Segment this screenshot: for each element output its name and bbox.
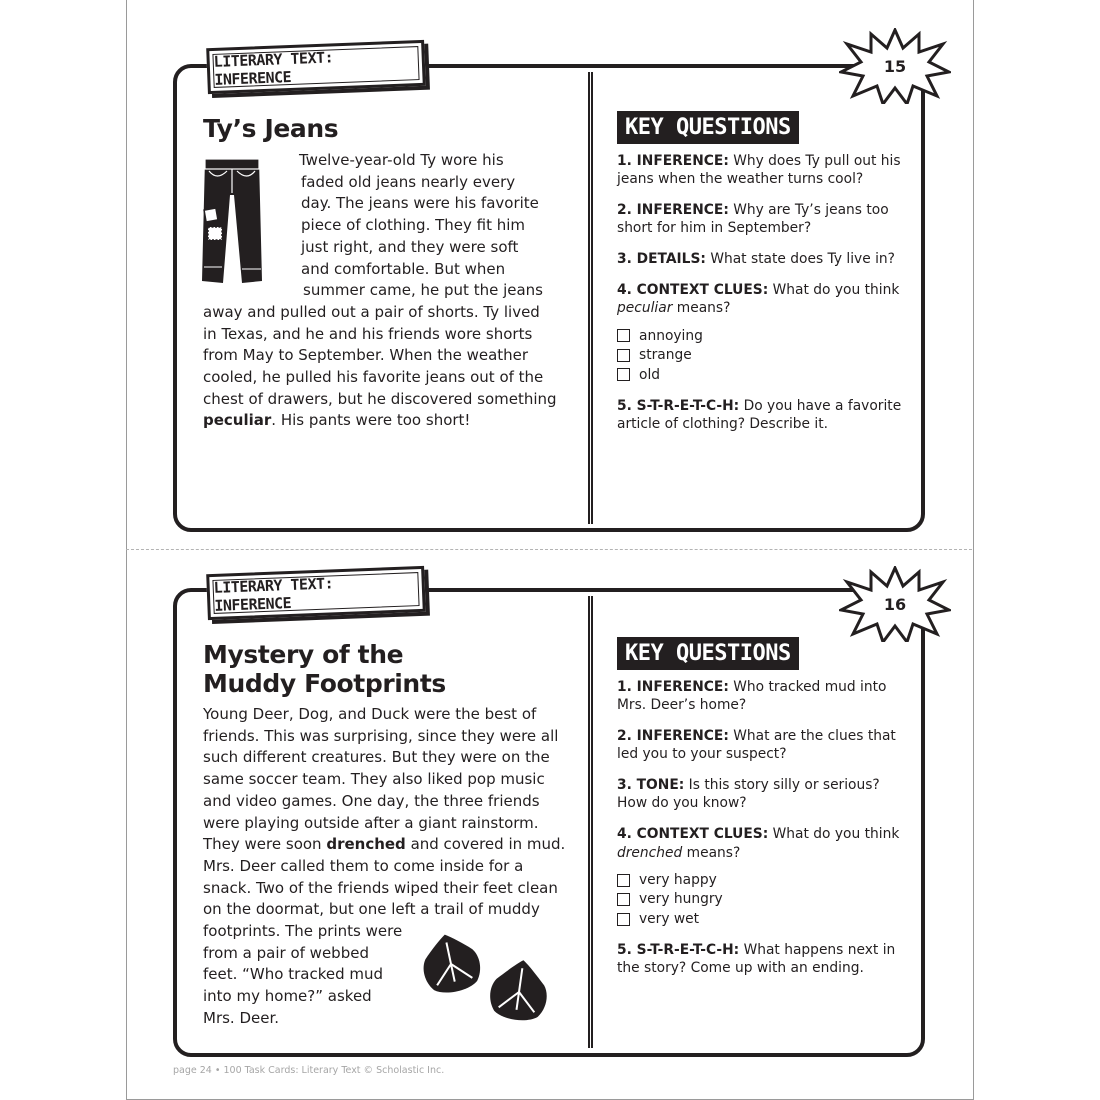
choice-option[interactable]: strange (617, 346, 907, 366)
page-footer: page 24 • 100 Task Cards: Literary Text © Scholastic Inc. (173, 1065, 445, 1076)
card-divider (588, 596, 593, 1048)
story-line: footprints. The prints were (203, 922, 403, 941)
story-line: feet. “Who tracked mud (203, 965, 384, 984)
card-number: 16 (883, 594, 907, 614)
story-line: and video games. One day, the three friends (203, 791, 540, 810)
story-line: day. The jeans were his favorite (301, 194, 539, 213)
story-line: were playing outside after a giant rainstorm. (203, 813, 539, 832)
story-line: Mrs. Deer called them to come inside for a (203, 856, 524, 875)
vocab-word: drenched (326, 835, 406, 854)
story-line: on the doormat, but one left a trail of muddy (203, 900, 540, 919)
category-label: LITERARY TEXT: INFERENCE (212, 572, 419, 614)
story-line: Twelve-year-old Ty wore his (299, 151, 504, 169)
story-line: summer came, he put the jeans (303, 281, 543, 300)
choice-option[interactable]: old (617, 365, 907, 385)
vocab-word: peculiar (203, 411, 272, 430)
choice-option[interactable]: very happy (617, 870, 907, 890)
checkbox[interactable] (617, 893, 630, 906)
story-line: same soccer team. They also liked pop music (203, 770, 545, 789)
question-4: 4. CONTEXT CLUES: What do you think peculiar means? (617, 281, 900, 317)
card-number-badge (839, 566, 951, 642)
question-1: 1. INFERENCE: Who tracked mud into Mrs. Deer’s home? (617, 679, 887, 714)
story-line: from May to September. When the weather (203, 346, 529, 365)
question-1: 1. INFERENCE: Why does Ty pull out his jeans when the weather turns cool? (617, 153, 901, 188)
story-line: and comfortable. But when (301, 259, 506, 278)
title-line: Mystery of the (203, 640, 404, 669)
story-line: faded old jeans nearly every (301, 172, 516, 191)
story-line: in Texas, and he and his friends wore shorts (203, 324, 533, 343)
checkbox[interactable] (617, 874, 630, 887)
choice-option[interactable]: very hungry (617, 890, 907, 910)
key-questions-heading: KEY QUESTIONS (617, 637, 799, 670)
question-5: 5. S-T-R-E-T-C-H: What happens next in the story? Come up with an ending. (617, 941, 896, 977)
choice-option[interactable]: annoying (617, 326, 907, 346)
question-3: 3. TONE: Is this story silly or serious? How do you know? (617, 777, 880, 812)
task-card-16 (173, 0, 925, 1057)
question-2: 2. INFERENCE: What are the clues that led you to your suspect? (617, 728, 896, 763)
story-line: just right, and they were soft (301, 237, 519, 256)
choice-option[interactable]: very wet (617, 909, 907, 929)
story-line: They were soon drenched and covered in mud. (203, 835, 566, 854)
story-title (203, 640, 446, 698)
story-line: snack. Two of the friends wiped their feet clean (203, 878, 558, 897)
story-line: from a pair of webbed (203, 943, 369, 962)
story-line: friends. This was surprising, since they were all (203, 726, 559, 745)
story-line: such different creatures. But they were on the (203, 748, 550, 767)
story-line: Young Deer, Dog, and Duck were the best of (203, 705, 537, 723)
question-5: 5. S-T-R-E-T-C-H: Do you have a favorite article of clothing? Describe it. (617, 397, 902, 432)
story-line: Mrs. Deer. (203, 1008, 280, 1027)
webbed-footprints-icon (417, 928, 557, 1024)
key-questions-heading: KEY QUESTIONS (617, 111, 799, 144)
question-3: 3. DETAILS: What state does Ty live in? (617, 251, 895, 268)
question-list (617, 678, 907, 990)
checkbox[interactable] (617, 913, 630, 926)
story-line: chest of drawers, but he discovered something (203, 389, 557, 408)
title-line: Muddy Footprints (203, 669, 446, 698)
question-2: 2. INFERENCE: Why are Ty’s jeans too short for him in September? (617, 202, 889, 237)
category-label: LITERARY TEXT: INFERENCE (212, 46, 419, 88)
category-banner (206, 566, 426, 620)
story-line: piece of clothing. They fit him (301, 216, 526, 235)
title-line: Ty’s Jeans (203, 114, 339, 143)
answer-choices (617, 870, 907, 929)
question-4: 4. CONTEXT CLUES: What do you think drenched means? (617, 826, 900, 861)
story-line: away and pulled out a pair of shorts. Ty lived (203, 302, 540, 321)
story-line: cooled, he pulled his favorite jeans out of the (203, 368, 544, 387)
story-line: peculiar. His pants were too short! (203, 411, 471, 430)
story-line: into my home?” asked (203, 987, 372, 1006)
card-number: 15 (883, 56, 907, 76)
